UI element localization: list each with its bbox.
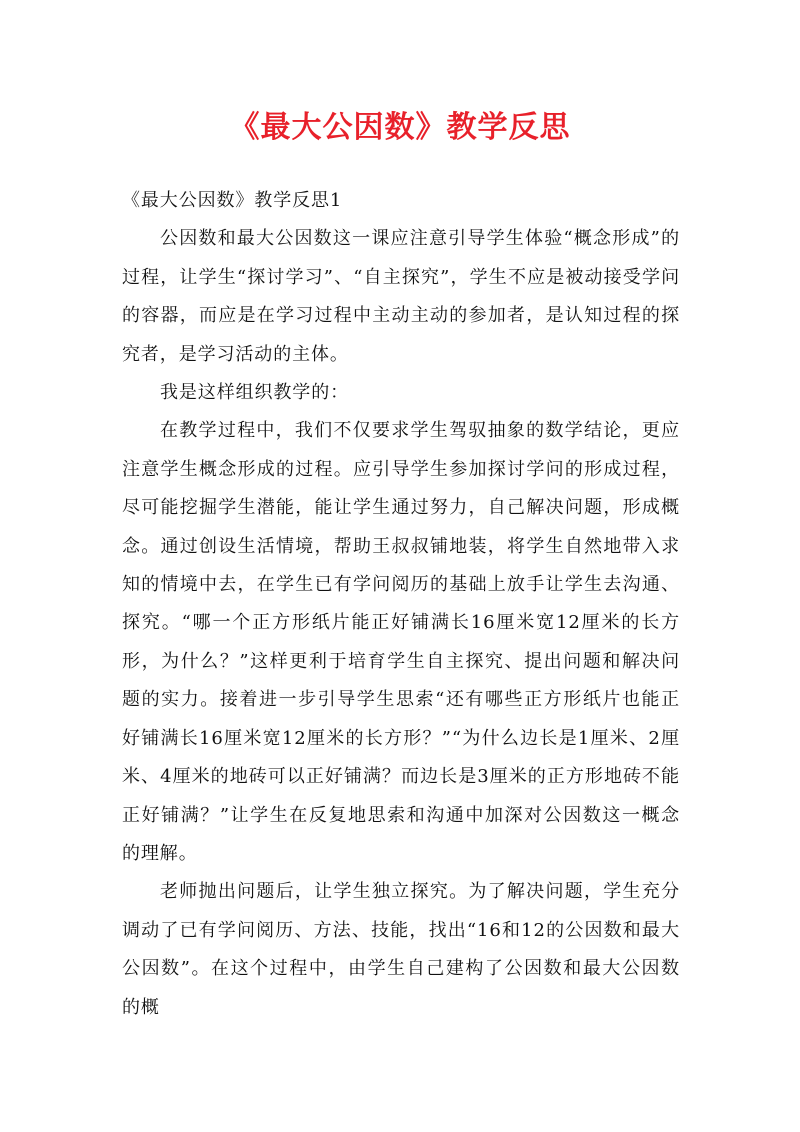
paragraph-intro: 公因数和最大公因数这一课应注意引导学生体验“概念形成”的过程，让学生“探讨学习”、“自主探究”，学生不应是被动接受学问的容器，而应是在学习过程中主动主动的参加者，是认知过程的探究者，是学习活动的主体。	[122, 228, 680, 365]
document-body	[122, 182, 680, 1027]
paragraph-independent-exploration: 老师抛出问题后，让学生独立探究。为了解决问题，学生充分调动了已有学问阅历、方法、技能，找出“16和12的公因数和最大公因数”。在这个过程中，由学生自己建构了公因数和最大公因数的概	[122, 881, 680, 1018]
paragraph-organization: 我是这样组织教学的：	[160, 382, 349, 404]
document-title: 《最大公因数》教学反思	[229, 110, 571, 145]
paragraph-teaching-process: 在教学过程中，我们不仅要求学生驾驭抽象的数学结论，更应注意学生概念形成的过程。应引导学生参加探讨学问的形成过程，尽可能挖掘学生潜能，能让学生通过努力，自己解决问题，形成概念。通过创设生活情境，帮助王叔叔铺地装，将学生自然地带入求知的情境中去，在学生已有学问阅历的基础上放手让学生去沟通、探究。“哪一个正方形纸片能正好铺满长16厘米宽12厘米的长方形，为什么？”这样更利于培育学生自主探究、提出问题和解决问题的实力。接着进一步引导学生思索“还有哪些正方形纸片也能正好铺满长16厘米宽12厘米的长方形？”“为什么边长是1厘米、2厘米、4厘米的地砖可以正好铺满？而边长是3厘米的正方形地砖不能正好铺满？”让学生在反复地思索和沟通中加深对公因数这一概念的理解。	[122, 420, 680, 864]
section-heading: 《最大公因数》教学反思1	[122, 190, 343, 211]
